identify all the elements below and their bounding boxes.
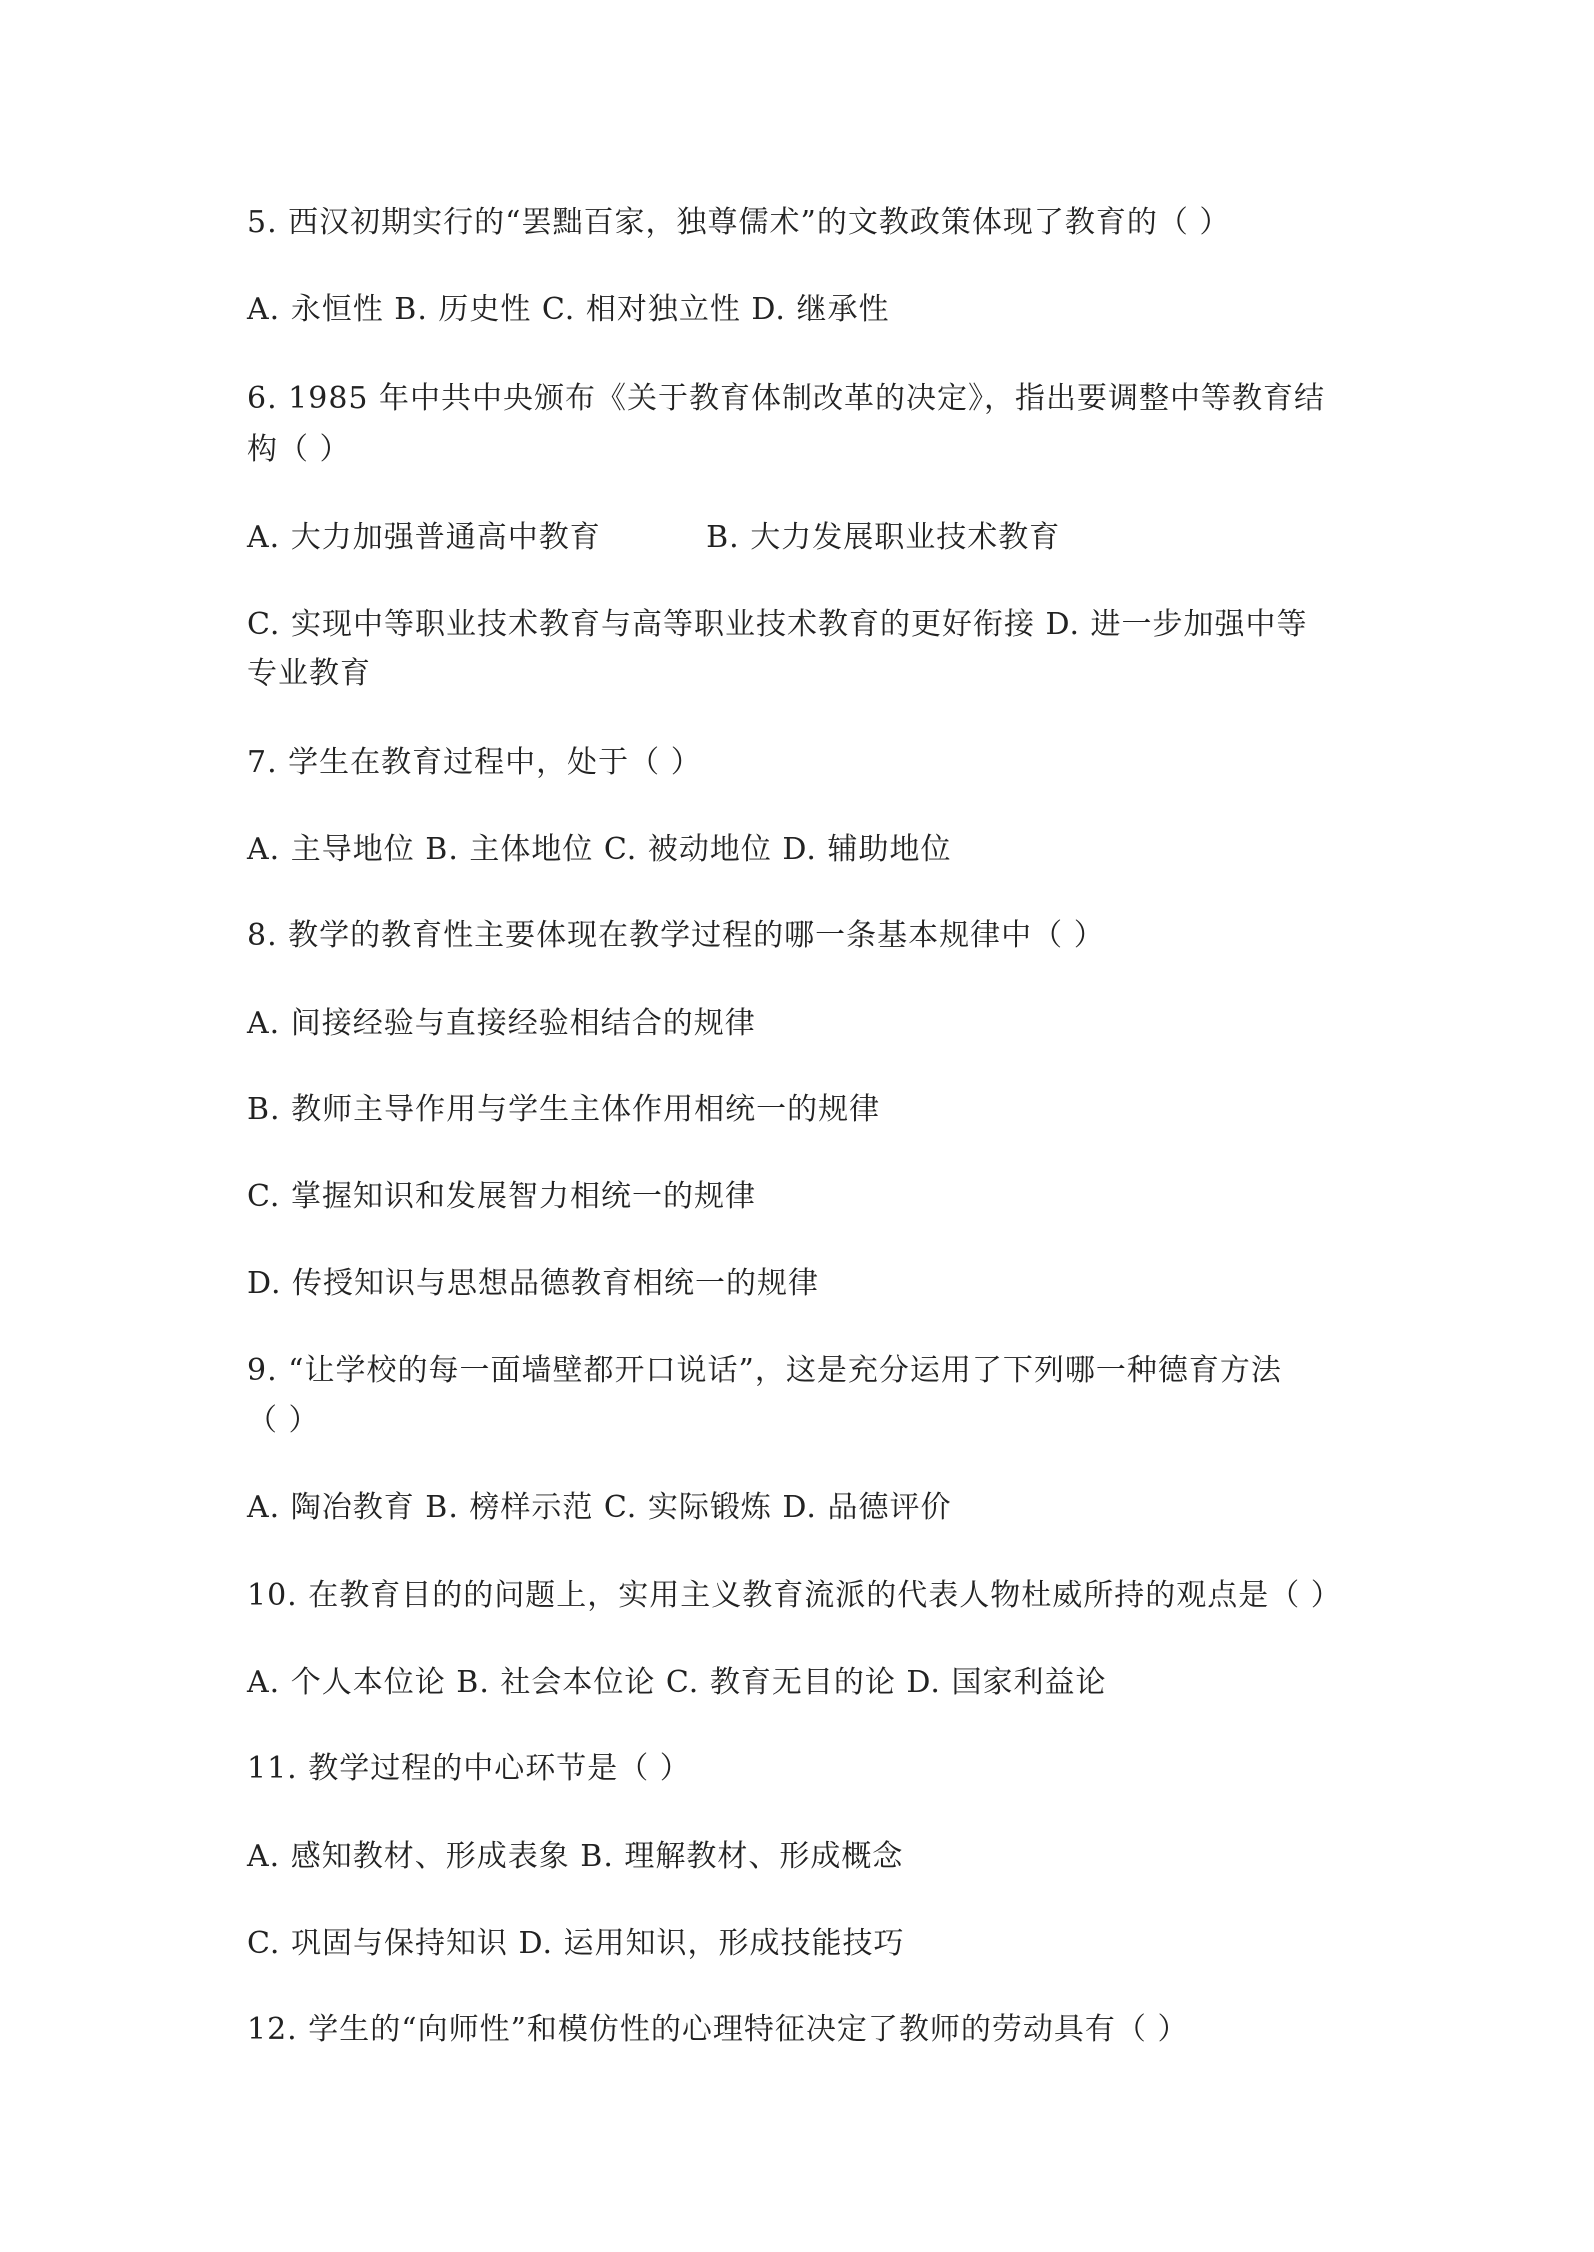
question-9-text-line-1: 9. “让学校的每一面墙壁都开口说话”，这是充分运用了下列哪一种德育方法 [247, 1353, 1282, 1388]
question-8-option-c: C. 掌握知识和发展智力相统一的规律 [247, 1179, 756, 1214]
question-6-options-cd-line-1: C. 实现中等职业技术教育与高等职业技术教育的更好衔接 D. 进一步加强中等 [247, 607, 1308, 642]
question-7-options: A. 主导地位 B. 主体地位 C. 被动地位 D. 辅助地位 [247, 832, 952, 867]
question-6-options-ab: A. 大力加强普通高中教育 B. 大力发展职业技术教育 [247, 520, 1061, 555]
question-11-text: 11. 教学过程的中心环节是（ ） [247, 1751, 691, 1786]
question-8-text: 8. 教学的教育性主要体现在教学过程的哪一条基本规律中（ ） [247, 918, 1105, 953]
question-8-option-b: B. 教师主导作用与学生主体作用相统一的规律 [247, 1092, 881, 1127]
question-11-options-cd: C. 巩固与保持知识 D. 运用知识，形成技能技巧 [247, 1926, 905, 1961]
question-9-options: A. 陶冶教育 B. 榜样示范 C. 实际锻炼 D. 品德评价 [247, 1490, 952, 1525]
question-10-options: A. 个人本位论 B. 社会本位论 C. 教育无目的论 D. 国家利益论 [247, 1665, 1107, 1700]
question-8-option-d: D. 传授知识与思想品德教育相统一的规律 [247, 1266, 820, 1301]
question-10-text: 10. 在教育目的的问题上，实用主义教育流派的代表人物杜威所持的观点是（ ） [247, 1578, 1342, 1613]
question-6-text-line-2: 构（ ） [247, 432, 351, 467]
question-7-text: 7. 学生在教育过程中，处于（ ） [247, 745, 702, 780]
question-6-options-cd-line-2: 专业教育 [247, 656, 371, 691]
question-9-text-line-2: （ ） [247, 1403, 320, 1438]
question-12-text: 12. 学生的“向师性”和模仿性的心理特征决定了教师的劳动具有（ ） [247, 2012, 1189, 2047]
question-5-text: 5. 西汉初期实行的“罢黜百家，独尊儒术”的文教政策体现了教育的（ ） [247, 205, 1231, 240]
question-5-options: A. 永恒性 B. 历史性 C. 相对独立性 D. 继承性 [247, 292, 890, 327]
question-6-text-line-1: 6. 1985 年中共中央颁布《关于教育体制改革的决定》，指出要调整中等教育结 [247, 381, 1326, 416]
question-8-option-a: A. 间接经验与直接经验相结合的规律 [247, 1006, 756, 1041]
question-11-options-ab: A. 感知教材、形成表象 B. 理解教材、形成概念 [247, 1839, 904, 1874]
